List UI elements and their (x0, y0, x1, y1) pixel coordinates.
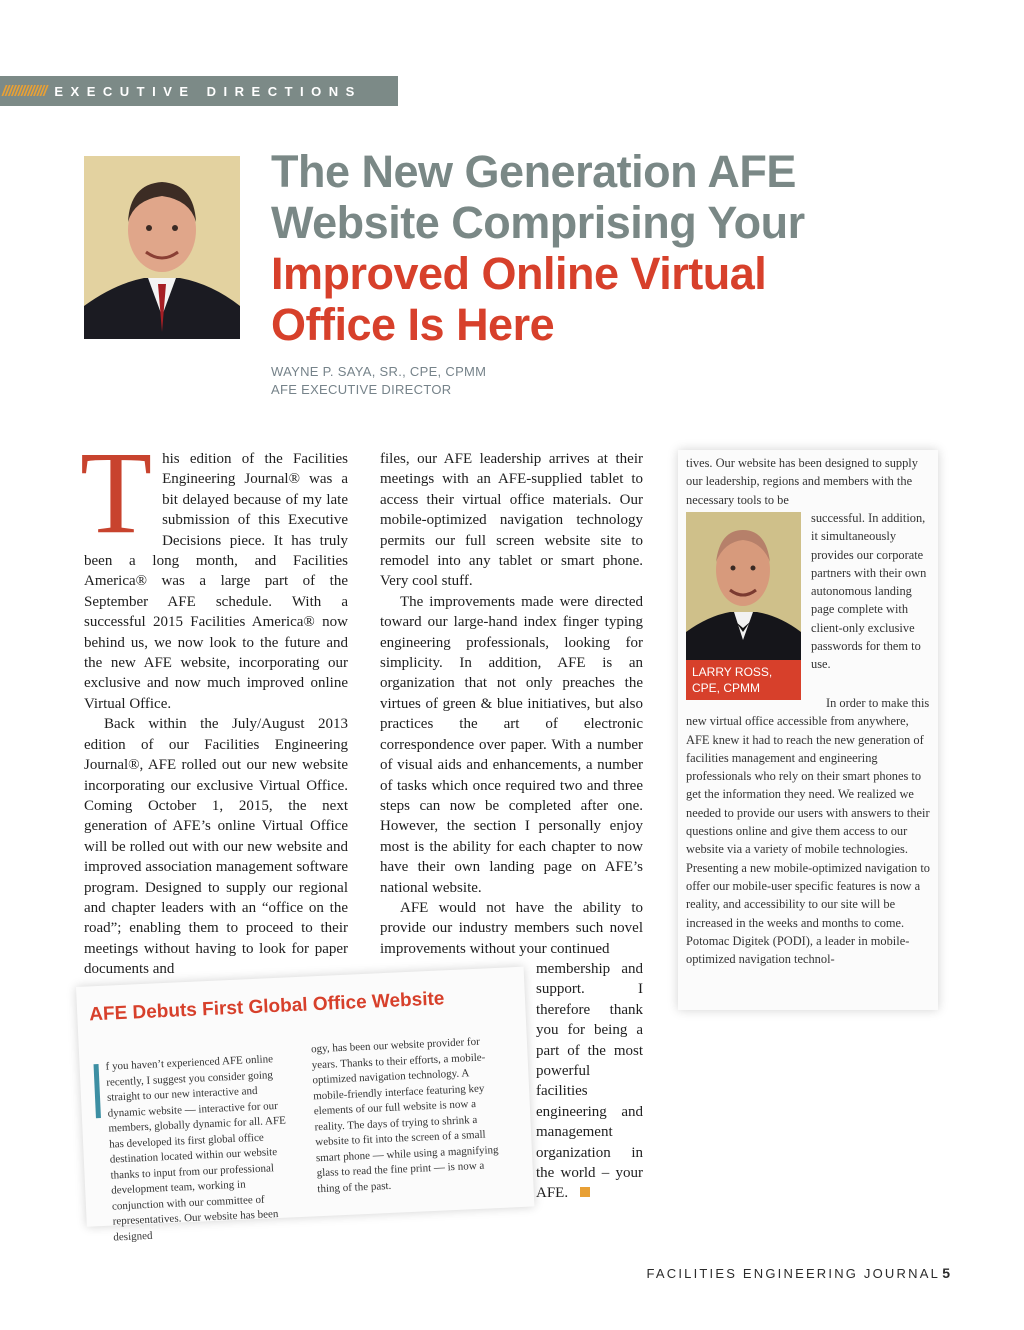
headline-line-4: Office Is Here (271, 299, 555, 350)
larry-ross-photo (686, 512, 801, 660)
end-mark-icon (580, 1187, 590, 1197)
paragraph (80, 427, 348, 714)
clipping-column-b: ogy, has been our website provider for years. Thanks to their efforts, a mobile-optimized navigation technology. A mobile-friendly interface featuring key elements of our full website is now a reality. The days of trying to shrink a website to fit into the screen of a small smart phone — while using a magnifying glass to read the fine print — is now a thing of the past. (310, 1035, 499, 1195)
article-column-2 (380, 449, 643, 959)
paragraph: The improvements made were directed toward our large-hand index finger typing engineering professionals, looking for simplicity. In addition, AFE is an organization that not only preaches the virtues of green & blue initiatives, but also practices the art of electronic correspondence over paper. With a number of visual aids and enhancements, a number of tasks which once required two and three steps can now be completed after one. However, the section I personally enjoy most is the ability for each chapter to now have their own landing page on AFE’s national website. (380, 593, 643, 896)
paragraph (536, 959, 643, 1204)
article-headline (271, 146, 911, 350)
caption-line-2: CPE, CPMM (692, 681, 761, 695)
section-header-bar (0, 76, 398, 106)
clipping-dropcap-bar (94, 1064, 101, 1118)
paragraph-text: his edition of the Facilities Engineering Journal® was a bit delayed because of my late submission of this Executive Decisions piece. It has truly been a long month, and Facilities America® was a large part of the September AFE schedule. With a successful 2015 Facilities America® now behind us, we now look to the future and the new AFE website, incorporating our exclusive and now much improved online Virtual Office. (84, 451, 348, 712)
paragraph: Back within the July/August 2013 edition of our Facilities Engineering Journal®, AFE rolled out our new website incorporating our exclusive Virtual Office. Coming October 1, 2015, the next generation of AFE’s online Virtual Office will be rolled out with our new website and improved association management software program. Designed to supply our regional and chapter leaders with an “office on the road”; enabling them to proceed to their meetings without having to look for paper documents and (84, 716, 348, 978)
clipping-bottom-text: In order to make this new virtual office accessible from anywhere, AFE knew it had to reach the new generation of facilities management and engineering professionals who rely on their smart phones to get the information they need. We realized we needed to provide our users with answers to their questions online and give them access to our website via a variety of mobile technologies. Presenting a new mobile-optimized navigation to offer our mobile-user specific features is now a reality, and accessibility to our site will be increased in the weeks and months to come. Potomac Digitek (PODI), a leader in mobile-optimized navigation technol- (686, 696, 930, 967)
headline-line-1: The New Generation AFE (271, 146, 796, 197)
paragraph-text: membership and support. I therefore thank you for being a part of the most powerful facilities engineering and management organization in the world – your AFE. (536, 961, 643, 1202)
paragraph: AFE would not have the ability to provide our industry members such novel improvements without your continued (380, 899, 643, 957)
paragraph: files, our AFE leadership arrives at their meetings with an AFE-supplied tablet to access their virtual office materials. Our mobile-optimized navigation technology permits our full screen website site to remodel into any tablet or smart phone. Very cool stuff. (380, 451, 643, 590)
clipping-column-a: f you haven’t experienced AFE online recently, I suggest you consider going straight to our new interactive and dynamic website — interactive for our members, globally dynamic for all. AFE has developed its first global office destination located within our website thanks to input from our professional development team, working in conjunction with our committee of representatives. Our website has been designed (105, 1053, 287, 1244)
article-column-2-tail (536, 959, 643, 1204)
article-column-1 (80, 427, 348, 980)
section-label: EXECUTIVE DIRECTIONS (54, 83, 362, 99)
clipping-title: AFE Debuts First Global Office Website (88, 988, 445, 1026)
section-slashes: ////////////// (2, 82, 47, 100)
author-title: AFE EXECUTIVE DIRECTOR (271, 382, 452, 397)
clipping-afe-debuts (76, 967, 534, 1244)
clipping-website-designed (678, 450, 938, 1010)
journal-footer: FACILITIES ENGINEERING JOURNAL (646, 1266, 940, 1281)
author-name: WAYNE P. SAYA, SR., CPE, CPMM (271, 364, 487, 379)
clipping-top-text: tives. Our website has been designed to supply our leadership, regions and members with the necessary tools to be (686, 456, 918, 507)
drop-cap: T (80, 427, 153, 558)
author-photo (84, 156, 240, 339)
byline (271, 363, 486, 399)
headline-line-2: Website Comprising Your (271, 197, 805, 248)
caption-line-1: LARRY ROSS, (692, 665, 773, 679)
clipping-side-text: successful. In addition, it simultaneously provides our corporate partners with their own autonomous landing page complete with client-only exclusive passwords for them to use. (811, 511, 927, 672)
headline-line-3: Improved Online Virtual (271, 248, 767, 299)
page-number: 5 (942, 1265, 950, 1281)
